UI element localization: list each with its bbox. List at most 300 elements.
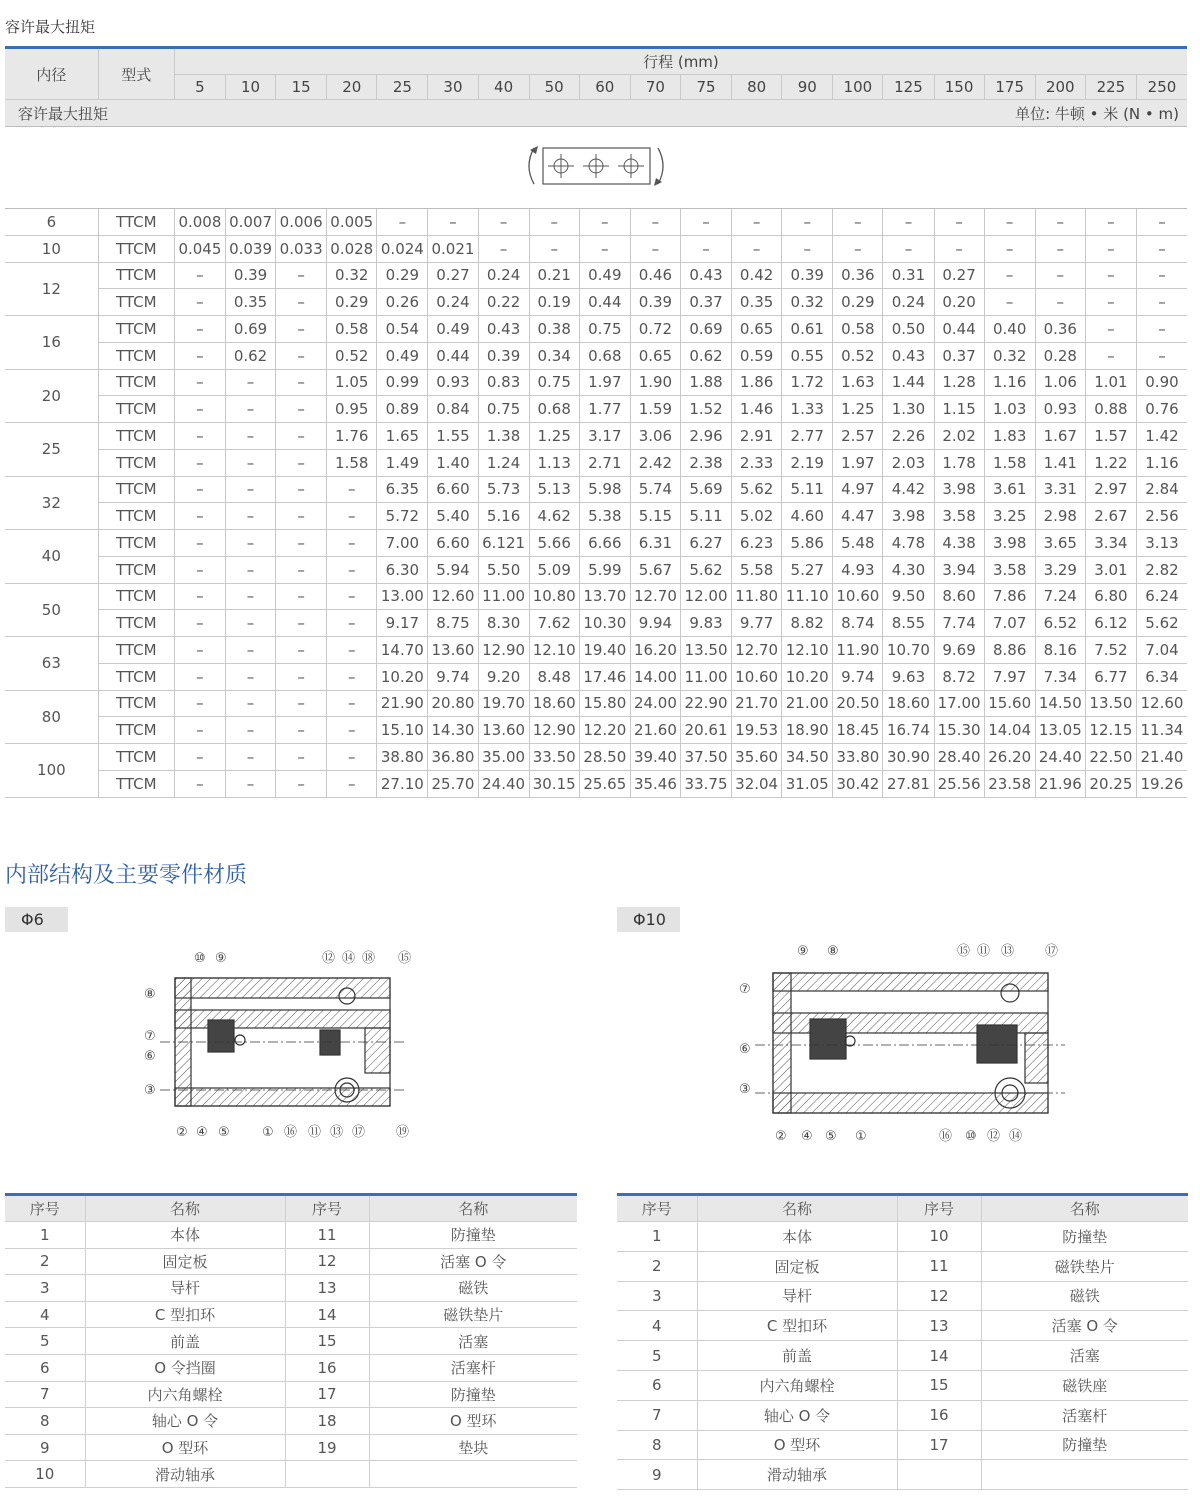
torque-cell: –: [630, 209, 680, 236]
torque-cell: 26.20: [984, 744, 1035, 771]
torque-cell: 9.74: [428, 663, 478, 690]
torque-cell: –: [225, 503, 275, 530]
stroke-value: 125: [883, 75, 934, 100]
torque-cell: –: [174, 342, 225, 369]
torque-cell: 21.96: [1035, 770, 1085, 797]
torque-cell: 19.26: [1136, 770, 1187, 797]
torque-cell: 12.10: [529, 637, 579, 664]
torque-cell: –: [327, 503, 377, 530]
stroke-value: 40: [478, 75, 529, 100]
torque-cell: 20.61: [680, 717, 731, 744]
stroke-value: 200: [1035, 75, 1085, 100]
table-row: [617, 1400, 1188, 1430]
part-no: 16: [285, 1354, 369, 1381]
phi6-tag: Φ6: [5, 907, 68, 932]
torque-cell: 3.01: [1085, 556, 1136, 583]
section-title: 内部结构及主要零件材质: [5, 863, 248, 888]
torque-cell: 14.04: [984, 717, 1035, 744]
torque-cell: 5.73: [478, 476, 529, 503]
bore-cell: 10: [5, 235, 98, 262]
torque-cell: 1.76: [327, 423, 377, 450]
part-no: 4: [617, 1311, 697, 1341]
torque-cell: 11.10: [782, 583, 833, 610]
torque-cell: –: [276, 744, 327, 771]
torque-cell: 1.41: [1035, 449, 1085, 476]
stroke-value: 90: [782, 75, 833, 100]
table-row: [5, 770, 1187, 797]
torque-cell: –: [174, 449, 225, 476]
torque-cell: 1.97: [579, 369, 630, 396]
torque-cell: 5.38: [579, 503, 630, 530]
torque-cell: –: [984, 235, 1035, 262]
torque-direction-diagram: [516, 136, 676, 196]
torque-cell: –: [327, 663, 377, 690]
part-name: C 型扣环: [85, 1301, 285, 1328]
torque-cell: –: [276, 690, 327, 717]
torque-cell: 5.02: [732, 503, 782, 530]
torque-cell: 8.55: [883, 610, 934, 637]
torque-cell: –: [1136, 316, 1187, 343]
part-no: 2: [617, 1251, 697, 1281]
torque-cell: 12.20: [579, 717, 630, 744]
torque-cell: 31.05: [782, 770, 833, 797]
part-callout: ⑨: [215, 951, 227, 966]
torque-cell: 0.52: [327, 342, 377, 369]
col-name-header: 名称: [697, 1195, 897, 1222]
torque-cell: –: [174, 476, 225, 503]
parts-header-row: [617, 1195, 1188, 1222]
torque-cell: 12.90: [478, 637, 529, 664]
torque-cell: –: [174, 637, 225, 664]
torque-cell: 24.00: [630, 690, 680, 717]
torque-cell: –: [276, 342, 327, 369]
torque-cell: 0.93: [1035, 396, 1085, 423]
bore-cell: 50: [5, 583, 98, 637]
torque-cell: 12.70: [732, 637, 782, 664]
torque-cell: –: [225, 396, 275, 423]
part-name: 轴心 O 令: [697, 1400, 897, 1430]
torque-cell: –: [276, 449, 327, 476]
torque-cell: 0.90: [1136, 369, 1187, 396]
torque-cell: 4.38: [934, 530, 984, 557]
torque-cell: 1.59: [630, 396, 680, 423]
torque-cell: –: [276, 396, 327, 423]
torque-cell: –: [529, 209, 579, 236]
part-no: 7: [617, 1400, 697, 1430]
part-callout: ⑬: [1001, 944, 1015, 959]
part-name: 活塞 O 令: [981, 1311, 1188, 1341]
table-row: [617, 1222, 1188, 1252]
table-row: [5, 1408, 577, 1435]
torque-cell: –: [276, 369, 327, 396]
torque-cell: 1.05: [327, 369, 377, 396]
torque-cell: 4.42: [883, 476, 934, 503]
torque-cell: –: [225, 717, 275, 744]
torque-cell: 5.11: [782, 476, 833, 503]
torque-cell: –: [327, 744, 377, 771]
model-header: 型式: [98, 48, 174, 100]
torque-cell: 14.70: [377, 637, 428, 664]
torque-cell: 8.60: [934, 583, 984, 610]
part-name: C 型扣环: [697, 1311, 897, 1341]
torque-cell: 3.13: [1136, 530, 1187, 557]
torque-cell: 21.60: [630, 717, 680, 744]
torque-cell: 11.00: [478, 583, 529, 610]
torque-cell: 4.62: [529, 503, 579, 530]
torque-cell: 0.21: [529, 262, 579, 289]
phi10-tag: Φ10: [617, 907, 680, 932]
table-row: [5, 503, 1187, 530]
torque-cell: –: [276, 289, 327, 316]
torque-cell: –: [732, 209, 782, 236]
model-cell: TTCM: [98, 556, 174, 583]
model-cell: TTCM: [98, 717, 174, 744]
torque-cell: 19.40: [579, 637, 630, 664]
torque-cell: 1.77: [579, 396, 630, 423]
part-no: 9: [617, 1460, 697, 1490]
torque-cell: 0.22: [478, 289, 529, 316]
model-cell: TTCM: [98, 503, 174, 530]
torque-cell: –: [225, 744, 275, 771]
torque-cell: –: [225, 583, 275, 610]
torque-cell: 20.50: [833, 690, 883, 717]
torque-cell: 5.66: [529, 530, 579, 557]
part-no: 6: [617, 1370, 697, 1400]
torque-cell: 8.30: [478, 610, 529, 637]
torque-cell: 6.24: [1136, 583, 1187, 610]
table-row: [5, 449, 1187, 476]
torque-cell: 0.27: [934, 262, 984, 289]
part-name: 磁铁垫片: [369, 1301, 577, 1328]
torque-cell: 3.61: [984, 476, 1035, 503]
model-cell: TTCM: [98, 476, 174, 503]
part-no: 17: [897, 1430, 981, 1460]
torque-cell: 9.20: [478, 663, 529, 690]
torque-cell: 1.42: [1136, 423, 1187, 450]
torque-cell: 10.60: [732, 663, 782, 690]
torque-cell: 1.30: [883, 396, 934, 423]
torque-cell: 8.75: [428, 610, 478, 637]
torque-cell: 3.98: [883, 503, 934, 530]
torque-cell: 0.43: [883, 342, 934, 369]
torque-cell: 0.36: [833, 262, 883, 289]
torque-cell: 10.70: [883, 637, 934, 664]
torque-cell: 0.54: [377, 316, 428, 343]
torque-cell: 34.50: [782, 744, 833, 771]
torque-cell: 24.40: [1035, 744, 1085, 771]
model-cell: TTCM: [98, 423, 174, 450]
torque-cell: 1.72: [782, 369, 833, 396]
part-name: 本体: [85, 1222, 285, 1249]
torque-cell: 0.89: [377, 396, 428, 423]
part-no: 8: [617, 1430, 697, 1460]
part-name: 固定板: [85, 1248, 285, 1275]
torque-cell: –: [276, 423, 327, 450]
torque-cell: 2.91: [732, 423, 782, 450]
torque-cell: 0.006: [276, 209, 327, 236]
torque-cell: 33.75: [680, 770, 731, 797]
part-name: O 型环: [697, 1430, 897, 1460]
torque-cell: –: [225, 369, 275, 396]
torque-cell: 3.94: [934, 556, 984, 583]
torque-cell: 5.74: [630, 476, 680, 503]
bore-cell: 12: [5, 262, 98, 316]
model-cell: TTCM: [98, 744, 174, 771]
torque-cell: 0.005: [327, 209, 377, 236]
torque-cell: 2.03: [883, 449, 934, 476]
table-row: [5, 396, 1187, 423]
part-no: 3: [617, 1281, 697, 1311]
torque-cell: 0.65: [732, 316, 782, 343]
torque-cell: 2.19: [782, 449, 833, 476]
torque-cell: 14.50: [1035, 690, 1085, 717]
stroke-value: 15: [276, 75, 327, 100]
torque-cell: 0.24: [883, 289, 934, 316]
torque-cell: 1.28: [934, 369, 984, 396]
torque-cell: –: [327, 583, 377, 610]
torque-cell: 0.88: [1085, 396, 1136, 423]
model-cell: TTCM: [98, 610, 174, 637]
torque-cell: 0.021: [428, 235, 478, 262]
part-no: 1: [617, 1222, 697, 1252]
torque-cell: 13.50: [680, 637, 731, 664]
torque-cell: 39.40: [630, 744, 680, 771]
col-name-header: 名称: [369, 1195, 577, 1222]
torque-cell: 2.42: [630, 449, 680, 476]
part-callout: ⑩: [194, 951, 206, 966]
table-subtitle: 容许最大扭矩: [18, 104, 109, 123]
torque-cell: 0.93: [428, 369, 478, 396]
torque-cell: 19.70: [478, 690, 529, 717]
table-row: [617, 1430, 1188, 1460]
torque-cell: –: [1136, 262, 1187, 289]
torque-cell: 5.67: [630, 556, 680, 583]
part-callout: ⑩: [965, 1129, 977, 1144]
torque-cell: 1.38: [478, 423, 529, 450]
table-row: [5, 637, 1187, 664]
part-no: 7: [5, 1381, 85, 1408]
torque-cell: –: [225, 690, 275, 717]
part-callout: ④: [801, 1129, 813, 1144]
part-no: 12: [897, 1281, 981, 1311]
part-callout: ⑭: [342, 951, 356, 966]
torque-cell: 12.10: [782, 637, 833, 664]
torque-cell: –: [276, 717, 327, 744]
rotation-arrow-left-icon: [529, 148, 534, 184]
col-no-header: 序号: [897, 1195, 981, 1222]
torque-cell: –: [1136, 209, 1187, 236]
table-row: [5, 1248, 577, 1275]
torque-cell: 0.29: [833, 289, 883, 316]
bore-cell: 25: [5, 423, 98, 477]
torque-cell: –: [1035, 209, 1085, 236]
torque-cell: 6.35: [377, 476, 428, 503]
col-no-header: 序号: [5, 1195, 85, 1222]
part-callout: ⑮: [398, 951, 412, 966]
table-row: [5, 1461, 577, 1488]
torque-cell: 0.58: [327, 316, 377, 343]
stroke-value: 10: [225, 75, 275, 100]
part-name: 活塞杆: [981, 1400, 1188, 1430]
torque-cell: 0.44: [428, 342, 478, 369]
torque-cell: 21.70: [732, 690, 782, 717]
part-name: O 令挡圈: [85, 1354, 285, 1381]
part-name: [981, 1460, 1188, 1490]
torque-cell: 3.58: [984, 556, 1035, 583]
torque-cell: –: [883, 209, 934, 236]
torque-cell: 5.69: [680, 476, 731, 503]
torque-cell: 3.29: [1035, 556, 1085, 583]
torque-cell: –: [276, 530, 327, 557]
torque-cell: 0.39: [782, 262, 833, 289]
torque-cell: 0.19: [529, 289, 579, 316]
torque-cell: 0.40: [984, 316, 1035, 343]
torque-cell: –: [174, 503, 225, 530]
torque-cell: –: [276, 556, 327, 583]
stroke-value: 100: [833, 75, 883, 100]
part-callout: ⑱: [362, 951, 376, 966]
table-row: [617, 1370, 1188, 1400]
torque-cell: 7.52: [1085, 637, 1136, 664]
torque-cell: 0.024: [377, 235, 428, 262]
torque-diagram-row: [5, 127, 1187, 209]
part-callout: ⑯: [939, 1129, 953, 1144]
table-row: [5, 1434, 577, 1461]
torque-cell: 8.86: [984, 637, 1035, 664]
torque-cell: –: [225, 637, 275, 664]
torque-cell: 6.121: [478, 530, 529, 557]
table-row: [5, 1328, 577, 1355]
part-name: 防撞垫: [981, 1430, 1188, 1460]
torque-cell: 5.62: [680, 556, 731, 583]
torque-cell: 0.008: [174, 209, 225, 236]
part-no: 5: [5, 1328, 85, 1355]
table-row: [5, 663, 1187, 690]
torque-cell: 1.25: [833, 396, 883, 423]
part-name: O 型环: [85, 1434, 285, 1461]
part-callout: ①: [855, 1129, 867, 1144]
part-no: 15: [285, 1328, 369, 1355]
torque-cell: –: [276, 770, 327, 797]
torque-cell: 9.17: [377, 610, 428, 637]
torque-cell: 16.74: [883, 717, 934, 744]
part-name: 导杆: [697, 1281, 897, 1311]
rotation-arrow-right-icon: [658, 148, 663, 184]
torque-cell: 0.65: [630, 342, 680, 369]
torque-cell: 13.60: [478, 717, 529, 744]
stroke-value: 175: [984, 75, 1035, 100]
torque-cell: 30.90: [883, 744, 934, 771]
torque-cell: 1.86: [732, 369, 782, 396]
torque-cell: 0.36: [1035, 316, 1085, 343]
torque-cell: 14.00: [630, 663, 680, 690]
torque-cell: –: [327, 717, 377, 744]
part-name: 滑动轴承: [697, 1460, 897, 1490]
torque-cell: 0.46: [630, 262, 680, 289]
torque-cell: –: [174, 690, 225, 717]
torque-cell: 12.00: [680, 583, 731, 610]
part-callout: ⑲: [396, 1125, 410, 1140]
torque-cell: 0.52: [833, 342, 883, 369]
torque-cell: –: [833, 209, 883, 236]
torque-cell: 0.75: [579, 316, 630, 343]
torque-cell: –: [276, 476, 327, 503]
part-callout: ⑥: [739, 1042, 751, 1057]
torque-cell: –: [225, 663, 275, 690]
torque-cell: 6.31: [630, 530, 680, 557]
torque-cell: 9.77: [732, 610, 782, 637]
torque-cell: 0.37: [680, 289, 731, 316]
table-row: [5, 1301, 577, 1328]
torque-cell: –: [225, 530, 275, 557]
part-callout: ⑰: [1045, 944, 1059, 959]
torque-cell: 1.90: [630, 369, 680, 396]
model-cell: TTCM: [98, 637, 174, 664]
part-no: 14: [285, 1301, 369, 1328]
torque-cell: 0.84: [428, 396, 478, 423]
part-callout: ④: [196, 1125, 208, 1140]
torque-cell: –: [174, 316, 225, 343]
part-callout: ⑮: [957, 944, 971, 959]
torque-cell: –: [225, 556, 275, 583]
torque-cell: 0.49: [428, 316, 478, 343]
torque-cell: 6.34: [1136, 663, 1187, 690]
torque-cell: 24.40: [478, 770, 529, 797]
torque-cell: 3.25: [984, 503, 1035, 530]
torque-cell: 1.40: [428, 449, 478, 476]
torque-cell: 0.44: [579, 289, 630, 316]
torque-cell: 0.95: [327, 396, 377, 423]
torque-cell: 0.43: [680, 262, 731, 289]
torque-cell: 0.045: [174, 235, 225, 262]
torque-header-row: [5, 48, 1187, 75]
torque-cell: 4.93: [833, 556, 883, 583]
bore-cell: 40: [5, 530, 98, 584]
torque-cell: 0.31: [883, 262, 934, 289]
torque-cell: –: [377, 209, 428, 236]
part-name: 磁铁垫片: [981, 1251, 1188, 1281]
torque-cell: –: [174, 583, 225, 610]
torque-cell: –: [276, 637, 327, 664]
torque-cell: –: [327, 610, 377, 637]
torque-cell: 5.62: [732, 476, 782, 503]
part-no: 14: [897, 1341, 981, 1371]
part-name: 内六角螺栓: [85, 1381, 285, 1408]
part-no: 3: [5, 1275, 85, 1302]
part-no: [897, 1460, 981, 1490]
torque-cell: 2.71: [579, 449, 630, 476]
model-cell: TTCM: [98, 449, 174, 476]
torque-cell: 0.32: [327, 262, 377, 289]
torque-cell: –: [276, 663, 327, 690]
torque-cell: 0.39: [478, 342, 529, 369]
torque-cell: 2.97: [1085, 476, 1136, 503]
torque-cell: 21.90: [377, 690, 428, 717]
torque-cell: –: [1085, 209, 1136, 236]
table-row: [5, 556, 1187, 583]
torque-cell: 5.11: [680, 503, 731, 530]
torque-cell: 0.83: [478, 369, 529, 396]
bolt-hole-icon: [618, 154, 644, 178]
torque-cell: 1.55: [428, 423, 478, 450]
table-row: [5, 262, 1187, 289]
torque-cell: 1.78: [934, 449, 984, 476]
torque-cell: 1.22: [1085, 449, 1136, 476]
torque-cell: 11.90: [833, 637, 883, 664]
model-cell: TTCM: [98, 342, 174, 369]
torque-cell: 5.94: [428, 556, 478, 583]
torque-cell: 17.00: [934, 690, 984, 717]
